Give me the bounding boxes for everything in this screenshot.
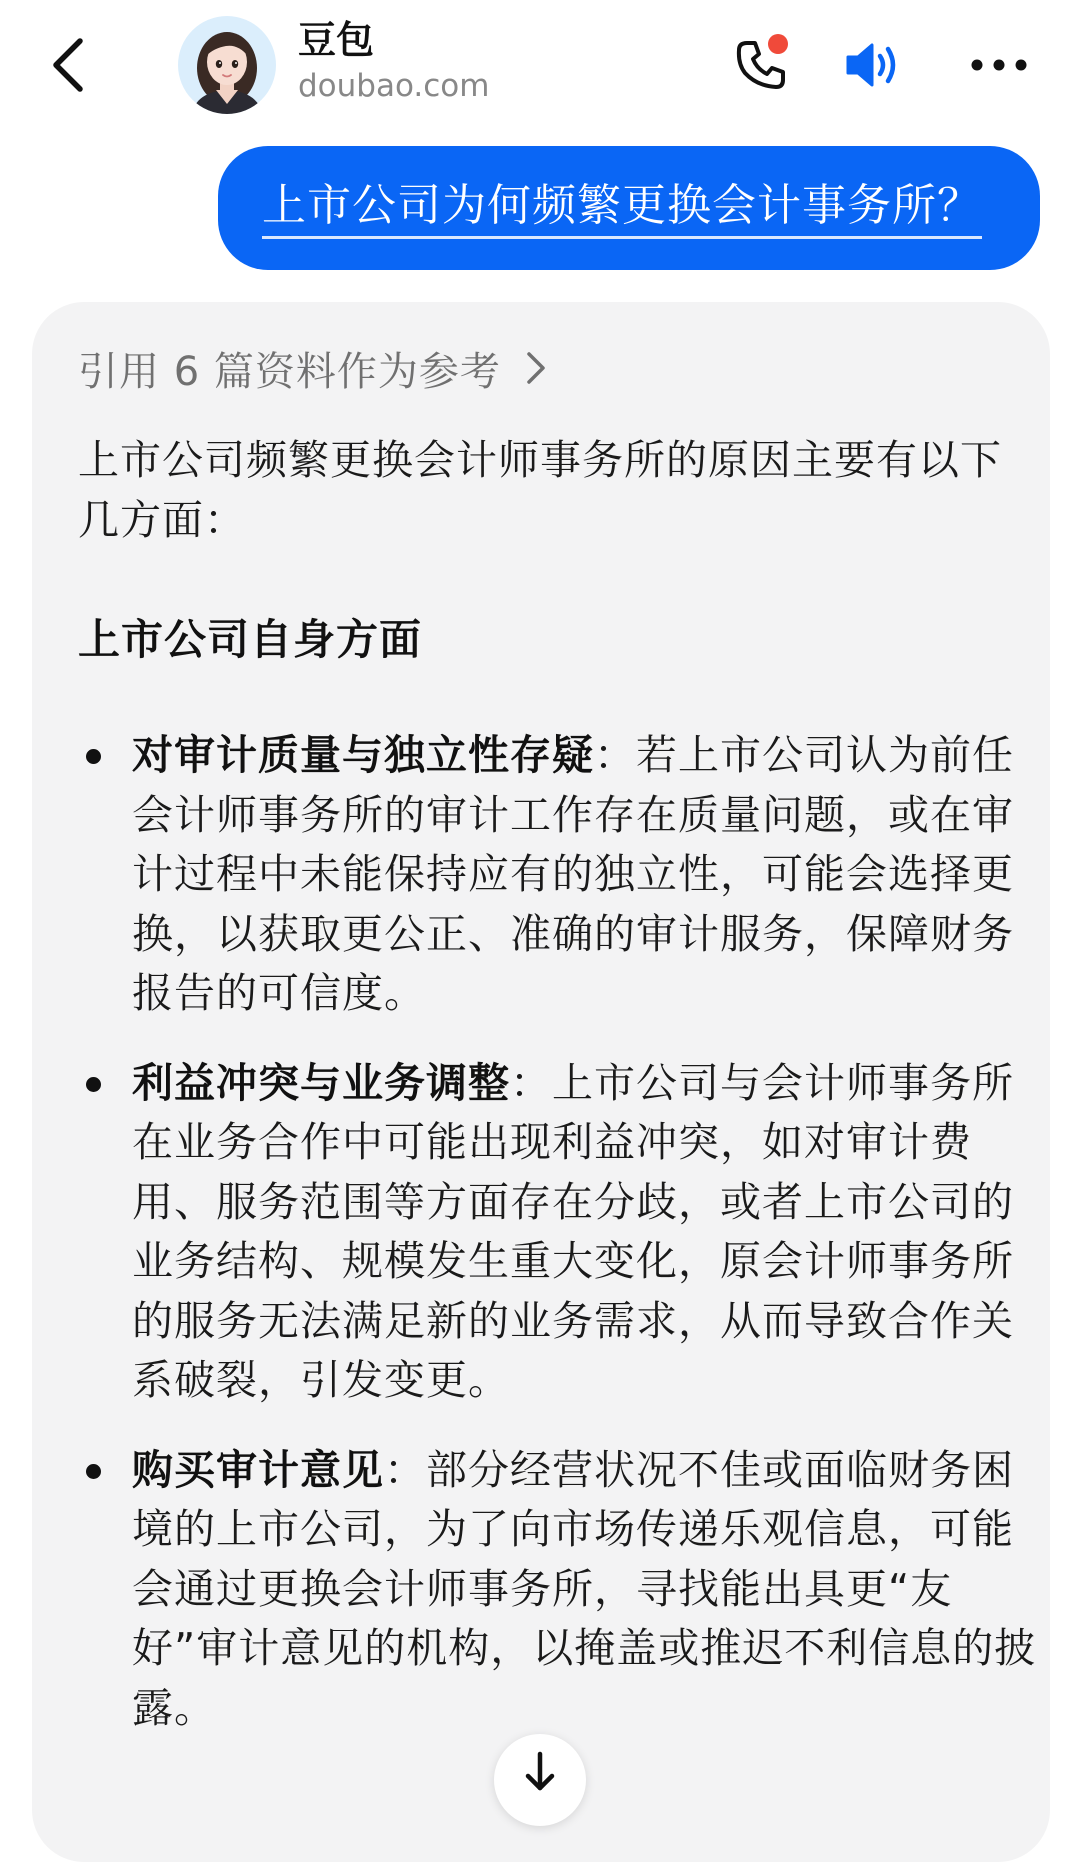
section-heading: 上市公司自身方面: [78, 615, 423, 664]
list-item-body: 部分经营状况不佳或面临财务困境的上市公司，为了向市场传递乐观信息，可能会通过更换会计师事务所，寻找能出具更“友好”审计意见的机构，以掩盖或推迟不利信息的披露。: [132, 1445, 1037, 1732]
arrow-down-icon: [522, 1750, 558, 1794]
list-item-title: 对审计质量与独立性存疑: [132, 731, 594, 779]
phone-call-button[interactable]: [726, 30, 796, 100]
chevron-left-icon: [50, 35, 86, 95]
bot-avatar[interactable]: [178, 16, 276, 114]
list-item-title: 购买审计意见: [132, 1445, 384, 1494]
list-item-separator: ：: [594, 731, 636, 779]
notification-dot: [768, 34, 788, 54]
list-item-body: 若上市公司认为前任会计师事务所的审计工作存在质量问题，或在审计过程中未能保持应有的独立性，可能会选择更换，以获取更公正、准确的审计服务，保障财务报告的可信度。: [132, 731, 1014, 1017]
bullet-dot: [86, 749, 101, 764]
list-item: [78, 1054, 1038, 1411]
more-options-button[interactable]: [964, 30, 1034, 100]
chevron-right-icon: [525, 348, 553, 388]
answer-intro: 上市公司频繁更换会计师事务所的原因主要有以下几方面：: [78, 436, 1002, 544]
back-button[interactable]: [38, 30, 98, 100]
bot-domain: doubao.com: [298, 68, 490, 104]
ai-answer-card: [32, 302, 1050, 1862]
scroll-to-bottom-button[interactable]: [494, 1734, 586, 1826]
reasons-list: [78, 726, 1038, 1768]
bullet-dot: [86, 1077, 101, 1092]
list-item-separator: ：: [384, 1445, 426, 1494]
chat-header: [0, 0, 1080, 130]
user-message-bubble[interactable]: [218, 146, 1040, 270]
user-message-text[interactable]: 上市公司为何频繁更换会计事务所？: [262, 178, 982, 239]
list-item-body: 上市公司与会计师事务所在业务合作中可能出现利益冲突，如对审计费用、服务范围等方面存在分歧，或者上市公司的业务结构、规模发生重大变化，原会计师事务所的服务无法满足新的业务需求，从而导致合作关系破裂，引发变更。: [132, 1058, 1014, 1404]
list-item-separator: ：: [510, 1058, 552, 1107]
list-item: [78, 1441, 1038, 1739]
speaker-icon: [844, 39, 906, 91]
more-horizontal-icon: [970, 58, 1028, 72]
references-link[interactable]: [78, 328, 553, 408]
speaker-button[interactable]: [840, 30, 910, 100]
references-label: 引用 6 篇资料作为参考: [78, 348, 501, 395]
bot-name: 豆包: [298, 18, 375, 62]
list-item-title: 利益冲突与业务调整: [132, 1058, 510, 1107]
list-item: [78, 726, 1038, 1024]
bullet-dot: [86, 1464, 101, 1479]
